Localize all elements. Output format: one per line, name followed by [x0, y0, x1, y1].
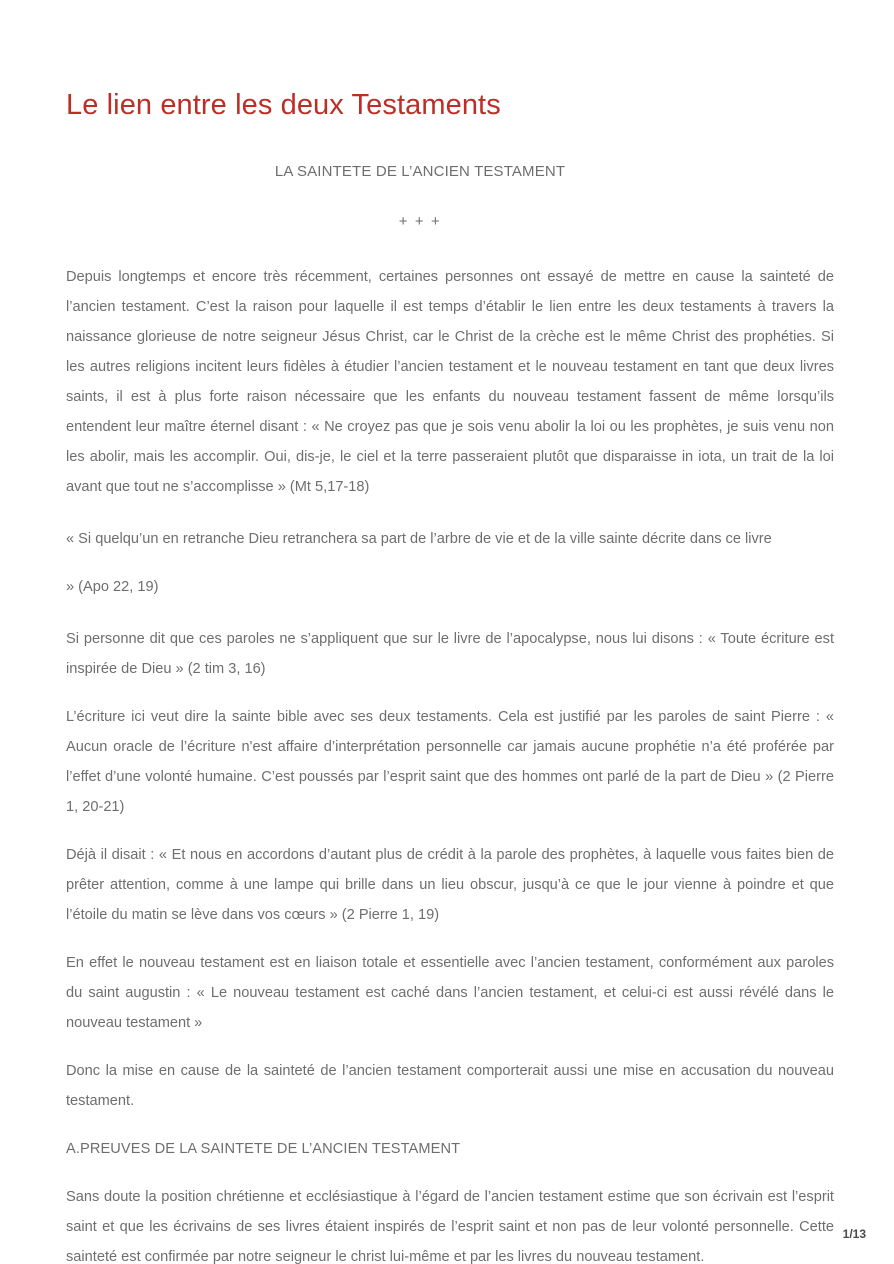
- section-subtitle: LA SAINTETE DE L’ANCIEN TESTAMENT: [274, 163, 566, 180]
- paragraph-8: Donc la mise en cause de la sainteté de l’ancien testament comporterait aussi une mise en accusation du nouveau testament.: [66, 1063, 834, 1109]
- spacer: [66, 1164, 834, 1182]
- document-body: [66, 160, 834, 1264]
- spacer: [66, 822, 834, 840]
- page-title: Le lien entre les deux Testaments: [66, 89, 501, 122]
- spacer: [66, 602, 834, 624]
- spacer: [66, 930, 834, 948]
- spacer: [66, 554, 834, 572]
- spacer: [66, 684, 834, 702]
- spacer: [66, 234, 834, 262]
- ornament-crosses: + + +: [398, 213, 442, 230]
- spacer: [66, 502, 834, 524]
- paragraph-7: En effet le nouveau testament est en liaison totale et essentielle avec l’ancien testament, conformément aux paroles du saint augustin : « Le nouveau testament est caché dans l’ancien testament, et celui-ci est aussi révélé dans le nouveau testament »: [66, 955, 834, 1031]
- spacer: [66, 1116, 834, 1134]
- paragraph-6: Déjà il disait : « Et nous en accordons d’autant plus de crédit à la parole des prophètes, à laquelle vous faites bien de prêter attention, comme à une lampe qui brille dans un lieu obscur, jusqu’à ce que le jour vienne à poindre et que l’étoile du matin se lève dans vos cœurs » (2 Pierre 1, 19): [66, 847, 834, 923]
- page-number: 1/13: [842, 1227, 866, 1241]
- paragraph-2: « Si quelqu’un en retranche Dieu retranchera sa part de l’arbre de vie et de la ville sainte décrite dans ce livre: [66, 531, 772, 547]
- paragraph-5: L’écriture ici veut dire la sainte bible avec ses deux testaments. Cela est justifié par les paroles de saint Pierre : « Aucun oracle de l’écriture n'est affaire d’interprétation personnelle car jamais aucune prophétie n’a été proférée par l’effet d’une volonté humaine. C’est poussés par l’esprit saint que des hommes ont parlé de la part de Dieu » (2 Pierre 1, 20-21): [66, 709, 834, 815]
- spacer: [66, 1038, 834, 1056]
- paragraph-3: » (Apo 22, 19): [66, 579, 159, 595]
- paragraph-1: Depuis longtemps et encore très récemment, certaines personnes ont essayé de mettre en cause la sainteté de l’ancien testament. C’est la raison pour laquelle il est temps d’établir le lien entre les deux testaments à travers la naissance glorieuse de notre seigneur Jésus Christ, car le Christ de la crèche est le même Christ des prophéties. Si les autres religions incitent leurs fidèles à étudier l’ancien testament et le nouveau testament en tant que deux livres saints, il est à plus forte raison nécessaire que les enfants du nouveau testament fassent de même lorsqu’ils entendent leur maître éternel disant : « Ne croyez pas que je sois venu abolir la loi ou les prophètes, je suis venu non les abolir, mais les accomplir. Oui, dis-je, le ciel et la terre passeraient plutôt que disparaisse in iota, un trait de la loi avant que tout ne s’accomplisse » (Mt 5,17-18): [66, 269, 834, 495]
- paragraph-4: Si personne dit que ces paroles ne s’appliquent que sur le livre de l’apocalypse, nous lui disons : « Toute écriture est inspirée de Dieu » (2 tim 3, 16): [66, 631, 834, 677]
- paragraph-final: Sans doute la position chrétienne et ecclésiastique à l’égard de l’ancien testament estime que son écrivain est l’esprit saint et que les écrivains de ses livres étaient inspirés de l’esprit saint et non pas de leur volonté personnelle. Cette sainteté est confirmée par notre seigneur le christ lui-même et par les livres du nouveau testament.: [66, 1189, 834, 1264]
- section-heading-a: A.PREUVES DE LA SAINTETE DE L’ANCIEN TESTAMENT: [66, 1141, 461, 1157]
